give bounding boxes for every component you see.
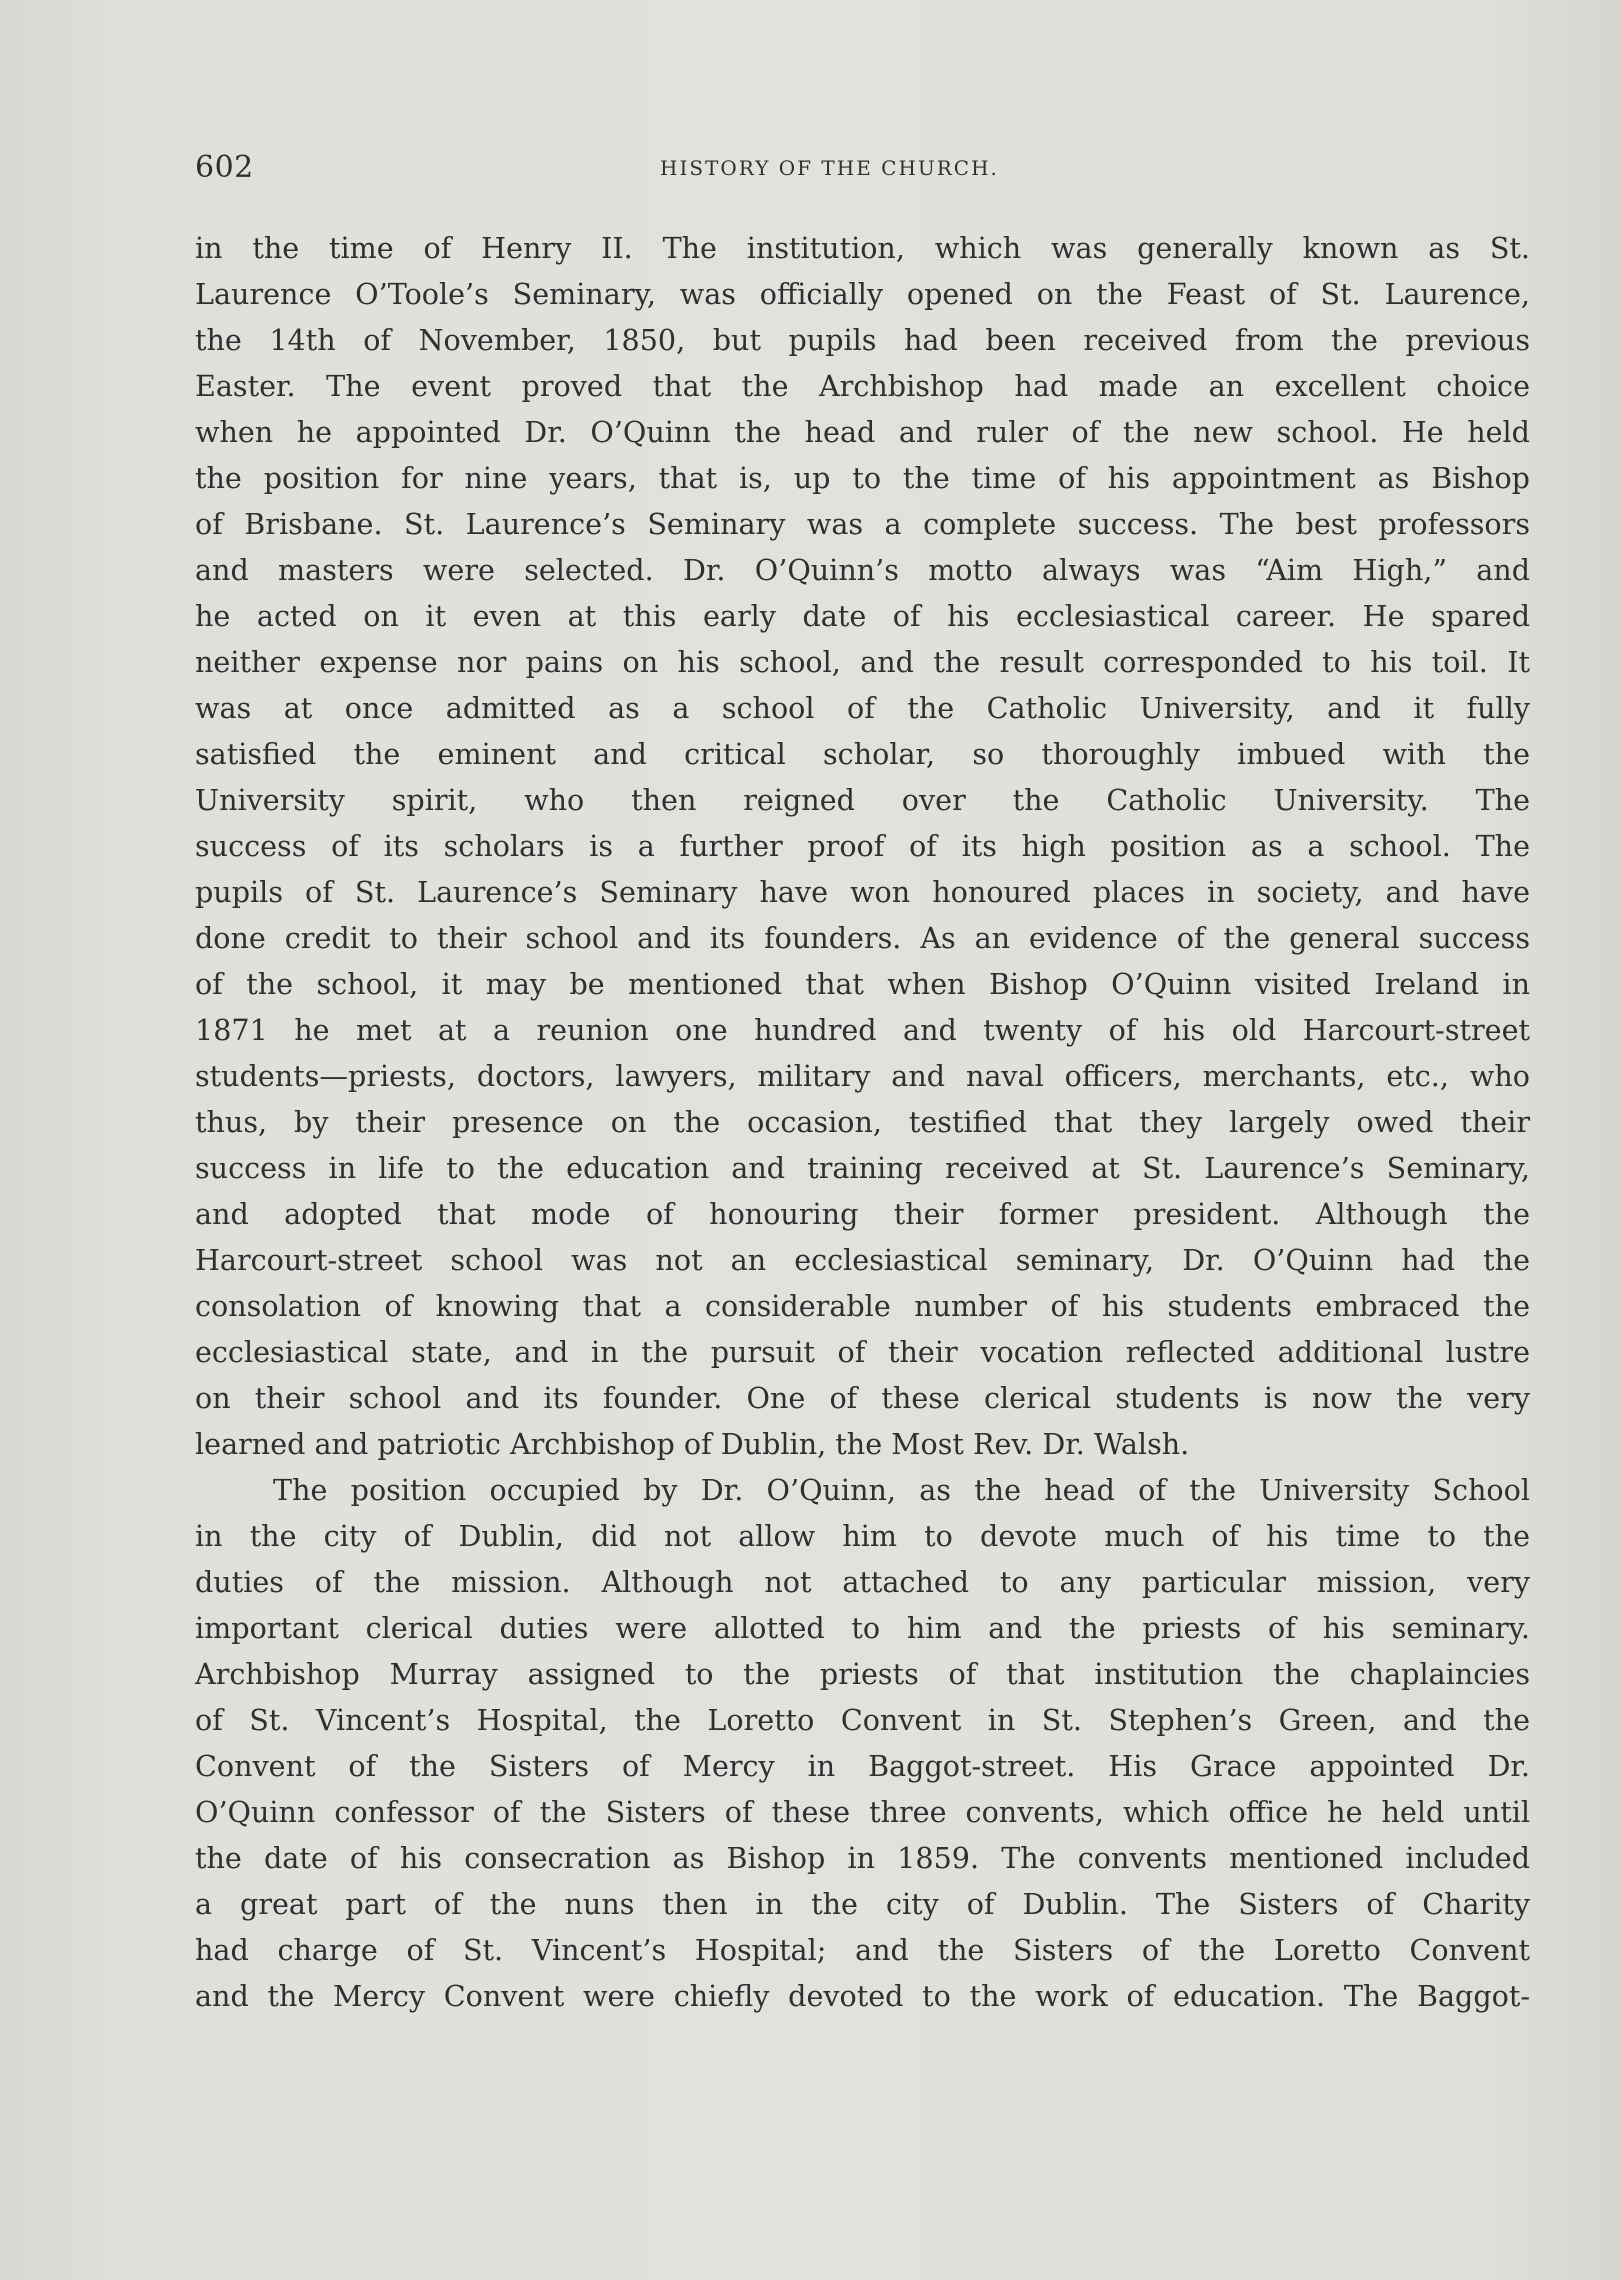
- text-line: thus, by their presence on the occasion, testified that they largely owed their: [195, 1105, 1530, 1139]
- text-line: the date of his consecration as Bishop in 1859. The convents mentioned included: [195, 1841, 1530, 1875]
- text-line: Laurence O’Toole’s Seminary, was officially opened on the Feast of St. Laurence,: [195, 277, 1530, 311]
- text-line: University spirit, who then reigned over the Catholic University. The: [195, 783, 1530, 817]
- text-line: on their school and its founder. One of these clerical students is now the very: [195, 1381, 1530, 1415]
- text-line: was at once admitted as a school of the Catholic University, and it fully: [195, 691, 1530, 725]
- text-line: Convent of the Sisters of Mercy in Baggot-street. His Grace appointed Dr.: [195, 1749, 1530, 1783]
- text-line: ecclesiastical state, and in the pursuit of their vocation reflected additional lustre: [195, 1335, 1530, 1369]
- text-line: 1871 he met at a reunion one hundred and twenty of his old Harcourt-street: [195, 1013, 1530, 1047]
- text-line: and adopted that mode of honouring their former president. Although the: [195, 1197, 1530, 1231]
- running-head: [195, 148, 1530, 192]
- text-line: done credit to their school and its founders. As an evidence of the general success: [195, 921, 1530, 955]
- text-line: the position for nine years, that is, up to the time of his appointment as Bishop: [195, 461, 1530, 495]
- text-line: a great part of the nuns then in the city of Dublin. The Sisters of Charity: [195, 1887, 1530, 1921]
- text-line: in the city of Dublin, did not allow him to devote much of his time to the: [195, 1519, 1530, 1553]
- text-line: important clerical duties were allotted to him and the priests of his seminary.: [195, 1611, 1530, 1645]
- text-line: consolation of knowing that a considerable number of his students embraced the: [195, 1289, 1530, 1323]
- text-line: success of its scholars is a further proof of its high position as a school. The: [195, 829, 1530, 863]
- text-line: pupils of St. Laurence’s Seminary have won honoured places in society, and have: [195, 875, 1530, 909]
- text-line: Archbishop Murray assigned to the priests of that institution the chaplaincies: [195, 1657, 1530, 1691]
- text-line: had charge of St. Vincent’s Hospital; and the Sisters of the Loretto Convent: [195, 1933, 1530, 1967]
- text-line: success in life to the education and training received at St. Laurence’s Seminary,: [195, 1151, 1530, 1185]
- paragraph-end-line: learned and patriotic Archbishop of Dublin, the Most Rev. Dr. Walsh.: [195, 1427, 1190, 1461]
- text-line: Easter. The event proved that the Archbishop had made an excellent choice: [195, 369, 1530, 403]
- text-line: the 14th of November, 1850, but pupils had been received from the previous: [195, 323, 1530, 357]
- text-line: he acted on it even at this early date of his ecclesiastical career. He spared: [195, 599, 1530, 633]
- running-title: HISTORY OF THE CHURCH.: [660, 156, 999, 180]
- text-line: duties of the mission. Although not attached to any particular mission, very: [195, 1565, 1530, 1599]
- text-line: neither expense nor pains on his school, and the result corresponded to his toil. It: [195, 645, 1530, 679]
- text-line: and masters were selected. Dr. O’Quinn’s motto always was “Aim High,” and: [195, 553, 1530, 587]
- page-number: 602: [195, 150, 254, 185]
- text-line: and the Mercy Convent were chiefly devoted to the work of education. The Baggot-: [195, 1979, 1530, 2013]
- paragraph-start-line: The position occupied by Dr. O’Quinn, as the head of the University School: [273, 1473, 1530, 1507]
- text-line: Harcourt-street school was not an ecclesiastical seminary, Dr. O’Quinn had the: [195, 1243, 1530, 1277]
- body-text: [195, 225, 1530, 2019]
- text-line: when he appointed Dr. O’Quinn the head and ruler of the new school. He held: [195, 415, 1530, 449]
- text-line: in the time of Henry II. The institution, which was generally known as St.: [195, 231, 1530, 265]
- text-line: students—priests, doctors, lawyers, military and naval officers, merchants, etc., who: [195, 1059, 1530, 1093]
- text-line: O’Quinn confessor of the Sisters of these three convents, which office he held until: [195, 1795, 1530, 1829]
- text-line: of St. Vincent’s Hospital, the Loretto Convent in St. Stephen’s Green, and the: [195, 1703, 1530, 1737]
- text-line: of the school, it may be mentioned that when Bishop O’Quinn visited Ireland in: [195, 967, 1530, 1001]
- text-line: satisfied the eminent and critical scholar, so thoroughly imbued with the: [195, 737, 1530, 771]
- text-line: of Brisbane. St. Laurence’s Seminary was a complete success. The best professors: [195, 507, 1530, 541]
